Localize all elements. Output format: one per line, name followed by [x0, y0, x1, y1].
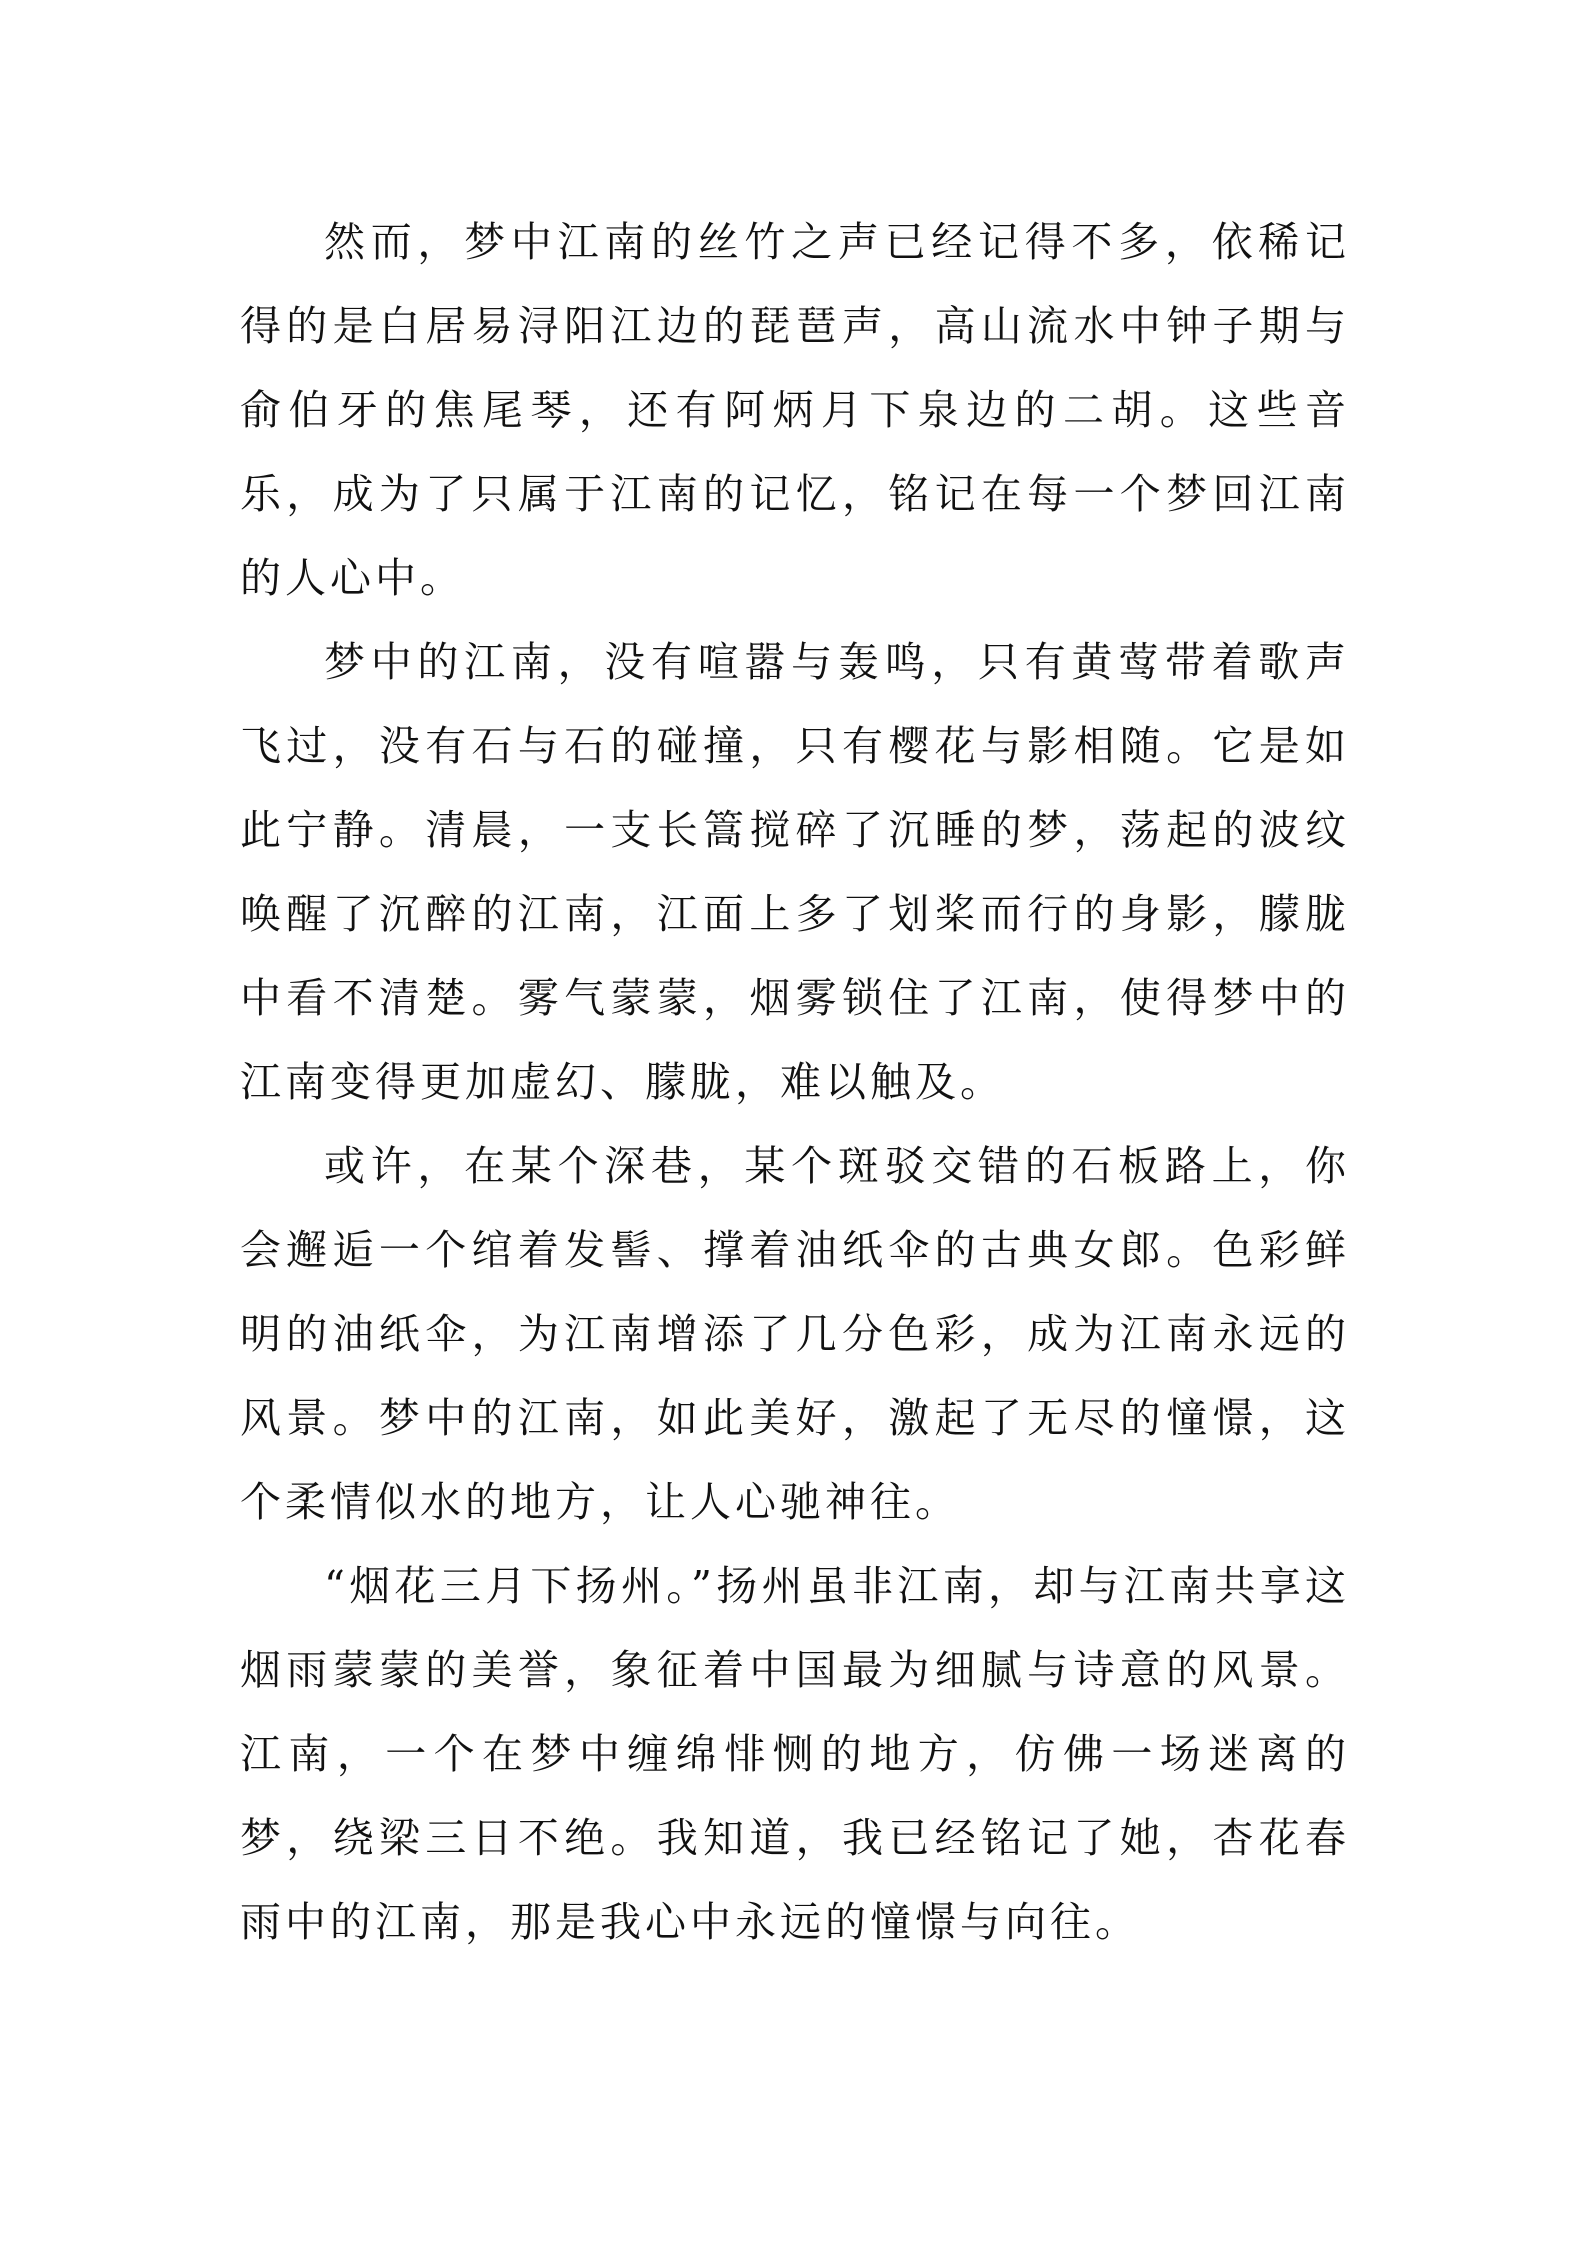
paragraph-3: 或许，在某个深巷，某个斑驳交错的石板路上，你会邂逅一个绾着发髻、撑着油纸伞的古典女郎。色彩鲜明的油纸伞，为江南增添了几分色彩，成为江南永远的风景。梦中的江南，如此美好，激起了无尽的憧憬，这个柔情似水的地方，让人心驰神往。 [240, 1142, 1350, 1526]
paragraph-4: “烟花三月下扬州。”扬州虽非江南，却与江南共享这烟雨蒙蒙的美誉，象征着中国最为细腻与诗意的风景。江南，一个在梦中缠绵悱恻的地方，仿佛一场迷离的梦，绕梁三日不绝。我知道，我已经铭记了她，杏花春雨中的江南，那是我心中永远的憧憬与向往。 [240, 1562, 1350, 1946]
paragraph-2: 梦中的江南，没有喧嚣与轰鸣，只有黄莺带着歌声飞过，没有石与石的碰撞，只有樱花与影相随。它是如此宁静。清晨，一支长篙搅碎了沉睡的梦，荡起的波纹唤醒了沉醉的江南，江面上多了划桨而行的身影，朦胧中看不清楚。雾气蒙蒙，烟雾锁住了江南，使得梦中的江南变得更加虚幻、朦胧，难以触及。 [240, 638, 1350, 1106]
paragraph-1: 然而，梦中江南的丝竹之声已经记得不多，依稀记得的是白居易浔阳江边的琵琶声，高山流水中钟子期与俞伯牙的焦尾琴，还有阿炳月下泉边的二胡。这些音乐，成为了只属于江南的记忆，铭记在每一个梦回江南的人心中。 [240, 218, 1350, 602]
document-body [240, 200, 1350, 1964]
